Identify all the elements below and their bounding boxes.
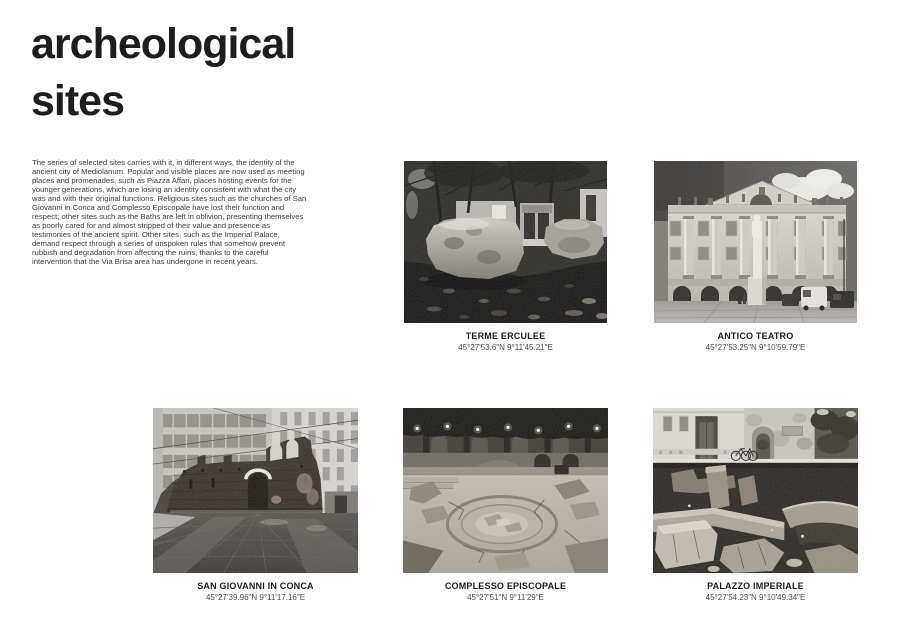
site-card-terme-erculee [404,161,607,352]
site-card-san-giovanni-in-conca [153,408,358,602]
san-giovanni-in-conca-photo [153,408,358,573]
site-name: SAN GIOVANNI IN CONCA [197,581,314,591]
page-title-line2: sites [31,76,125,125]
site-name: ANTICO TEATRO [717,331,794,341]
site-caption [653,581,858,602]
page-title-line1: archeological [31,20,296,68]
complesso-episcopale-photo [403,408,608,573]
palazzo-imperiale-photo [653,408,858,573]
terme-erculee-photo [404,161,607,323]
site-card-antico-teatro [654,161,857,352]
site-coordinates: 45°27'54.23"N 9°10'49.34"E [705,593,806,602]
site-name: PALAZZO IMPERIALE [707,581,804,591]
antico-teatro-photo [654,161,857,323]
site-caption [153,581,358,602]
site-name: TERME ERCULEE [465,331,546,341]
site-card-complesso-episcopale [403,408,608,602]
site-card-palazzo-imperiale [653,408,858,602]
site-caption [404,331,607,352]
site-coordinates: 45°27'53.25"N 9°10'59.79"E [705,343,806,352]
site-name: COMPLESSO EPISCOPALE [444,581,567,591]
site-coordinates: 45°27'39.96"N 9°11'17.16"E [205,593,306,602]
site-caption [403,581,608,602]
site-coordinates: 45°27'53.6"N 9°11'45.21"E [458,343,553,352]
site-caption [654,331,857,352]
intro-paragraph: The series of selected sites carries with it, in different ways, the identity of the ancient city of Mediolanum. Popular and visible places are now used as meeting places and promenades, such as Piazza Affari, places hosting events for the younger generations, which are losing an identity consistent with what the city was and with their original functions. Religious sites such as the churches of San Giovanni in Conca and Complesso Episcopale have lost their function and respect; other sites such as the Baths are left in oblivion, presenting themselves as poorly cared for and almost stripped of their value and presence as testimonies of the ancient spirit. Other sites, such as the Imperial Palace, demand respect through a series of unspoken rules that somehow prevent rubbish and degradation from affecting the ruins, thanks to the careful intervention that the Via Brisa area has undergone in recent years. [32,158,307,266]
site-coordinates: 45°27'51"N 9°11'29"E [467,593,544,602]
page-title [31,16,295,130]
